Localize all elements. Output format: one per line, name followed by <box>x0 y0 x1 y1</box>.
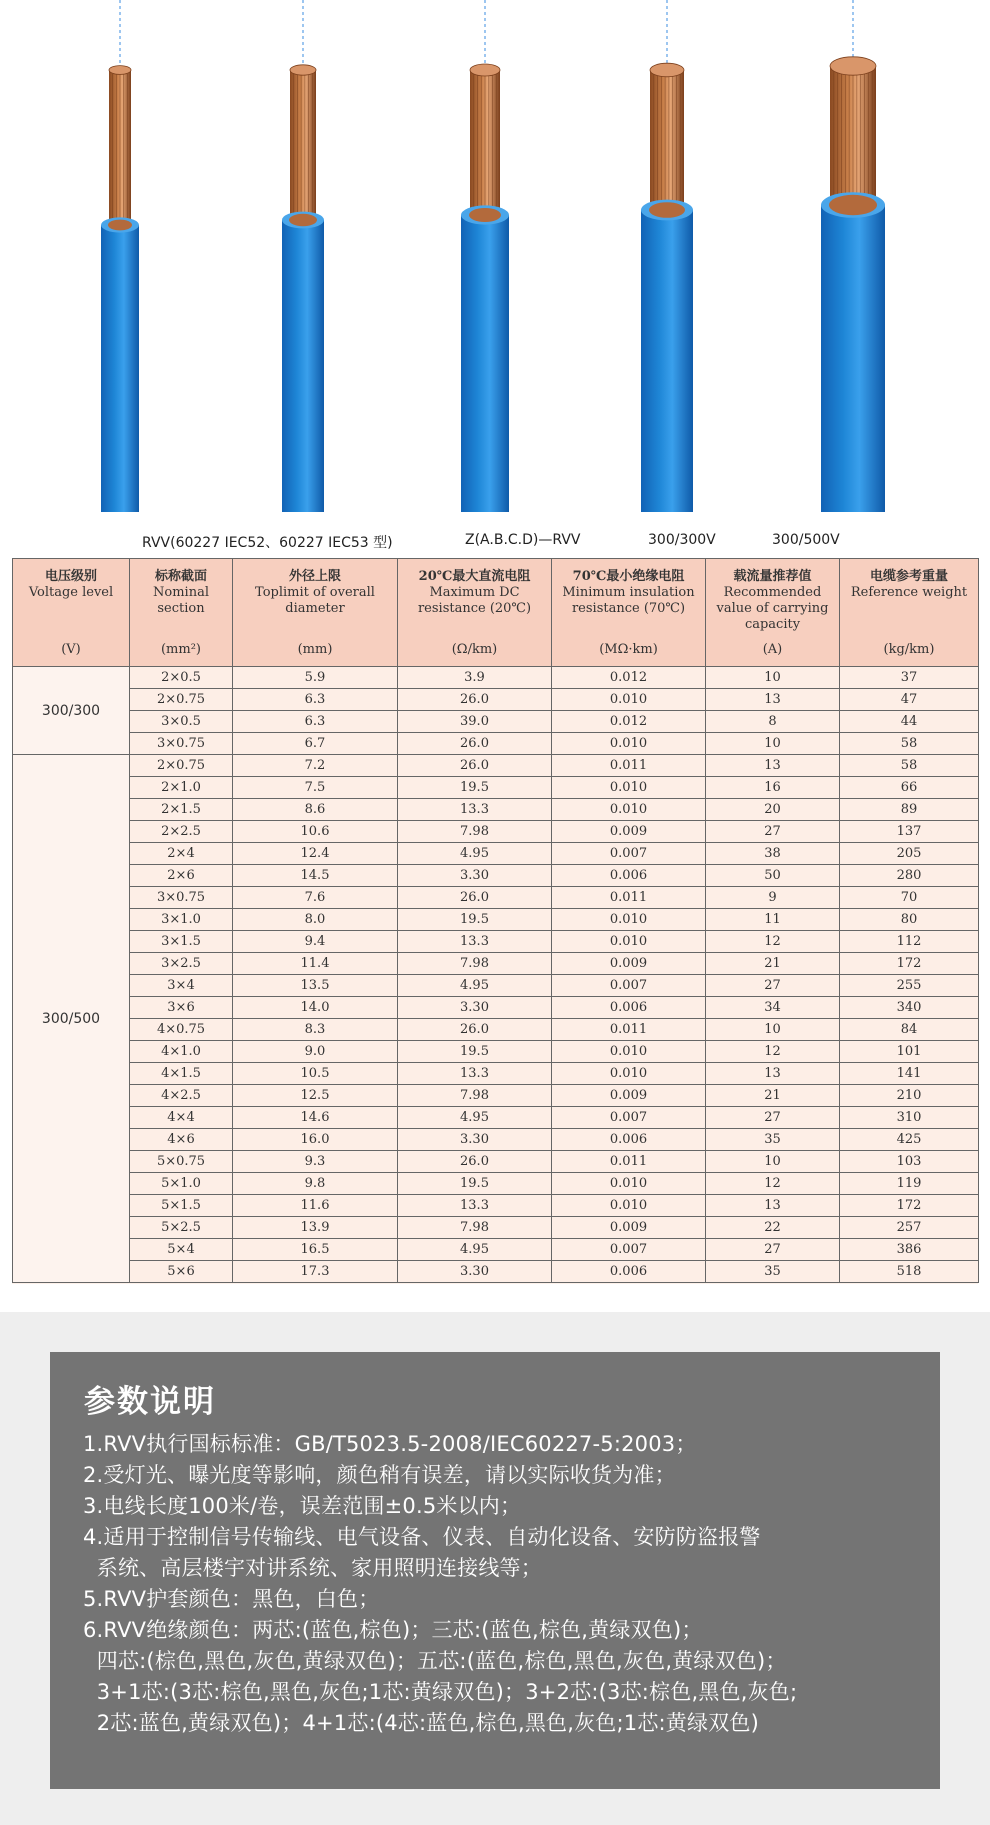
table-cell: 10 <box>706 1019 840 1041</box>
header-cn: 标称截面 <box>154 569 207 584</box>
table-cell: 8 <box>706 711 840 733</box>
core-exit <box>469 208 501 222</box>
table-cell: 2×0.75 <box>130 755 233 777</box>
table-cell: 12.4 <box>233 843 398 865</box>
table-cell: 10.5 <box>233 1063 398 1085</box>
table-cell: 17.3 <box>233 1261 398 1283</box>
table-cell: 7.2 <box>233 755 398 777</box>
table-cell: 4×1.0 <box>130 1041 233 1063</box>
table-cell: 257 <box>840 1217 979 1239</box>
core-exit <box>108 220 132 231</box>
table-cell: 4×1.5 <box>130 1063 233 1085</box>
table-cell: 84 <box>840 1019 979 1041</box>
table-cell: 0.010 <box>552 1173 706 1195</box>
table-cell: 19.5 <box>398 777 552 799</box>
table-cell: 141 <box>840 1063 979 1085</box>
table-cell: 12 <box>706 1173 840 1195</box>
copper-end <box>470 64 500 76</box>
header-en: Maximum DC resistance (20℃) <box>417 585 532 616</box>
table-row <box>13 887 979 909</box>
table-cell: 386 <box>840 1239 979 1261</box>
table-cell: 0.011 <box>552 1019 706 1041</box>
table-row <box>13 1217 979 1239</box>
table-cell: 3×0.75 <box>130 887 233 909</box>
table-cell: 7.98 <box>398 953 552 975</box>
table-row <box>13 733 979 755</box>
table-row <box>13 1041 979 1063</box>
table-cell: 2×4 <box>130 843 233 865</box>
table-cell: 0.010 <box>552 777 706 799</box>
table-cell: 3.30 <box>398 865 552 887</box>
note-line: 3.电线长度100米/卷，误差范围±0.5米以内； <box>83 1494 522 1518</box>
table-row <box>13 1019 979 1041</box>
table-row <box>13 1129 979 1151</box>
copper-end <box>650 63 684 77</box>
table-cell: 13.5 <box>233 975 398 997</box>
table-cell: 27 <box>706 1107 840 1129</box>
table-cell: 3×4 <box>130 975 233 997</box>
table-row <box>13 1151 979 1173</box>
table-cell: 2×2.5 <box>130 821 233 843</box>
table-row <box>13 909 979 931</box>
table-cell: 5×6 <box>130 1261 233 1283</box>
table-cell: 0.010 <box>552 931 706 953</box>
copper-core <box>650 70 684 216</box>
spec-line <box>0 530 990 552</box>
core-exit <box>829 195 877 215</box>
table-cell: 112 <box>840 931 979 953</box>
table-cell: 518 <box>840 1261 979 1283</box>
table-cell: 9.8 <box>233 1173 398 1195</box>
header-unit: (mm²) <box>160 642 201 657</box>
table-cell: 3×6 <box>130 997 233 1019</box>
table-cell: 22 <box>706 1217 840 1239</box>
table-cell: 7.98 <box>398 1217 552 1239</box>
cable-5 <box>821 0 885 512</box>
header-unit: (mm) <box>297 642 333 657</box>
table-cell: 4.95 <box>398 1239 552 1261</box>
table-cell: 0.009 <box>552 1085 706 1107</box>
table-cell: 340 <box>840 997 979 1019</box>
table-cell: 19.5 <box>398 1173 552 1195</box>
table-cell: 4×4 <box>130 1107 233 1129</box>
table-cell: 255 <box>840 975 979 997</box>
table-row <box>13 1239 979 1261</box>
table-cell: 10 <box>706 1151 840 1173</box>
spec-table <box>12 558 979 1283</box>
table-cell: 3×1.0 <box>130 909 233 931</box>
table-cell: 19.5 <box>398 1041 552 1063</box>
table-cell: 101 <box>840 1041 979 1063</box>
table-cell: 19.5 <box>398 909 552 931</box>
table-cell: 2×0.75 <box>130 689 233 711</box>
note-line: 5.RVV护套颜色：黑色，白色； <box>83 1587 380 1611</box>
table-cell: 3.30 <box>398 1261 552 1283</box>
table-cell: 8.6 <box>233 799 398 821</box>
table-cell: 13.3 <box>398 799 552 821</box>
table-cell: 310 <box>840 1107 979 1129</box>
table-cell: 0.006 <box>552 1261 706 1283</box>
header-cn: 20℃最大直流电阻 <box>418 569 531 584</box>
table-cell: 7.98 <box>398 1085 552 1107</box>
table-cell: 26.0 <box>398 689 552 711</box>
table-cell: 11.4 <box>233 953 398 975</box>
header-unit: (MΩ·km) <box>599 642 658 657</box>
table-cell: 0.010 <box>552 799 706 821</box>
table-cell: 3×2.5 <box>130 953 233 975</box>
cable-3 <box>461 0 509 512</box>
table-cell: 6.3 <box>233 689 398 711</box>
header-unit: (kg/km) <box>883 642 935 657</box>
header-en: Reference weight <box>850 585 968 600</box>
table-cell: 13.3 <box>398 1195 552 1217</box>
table-row <box>13 777 979 799</box>
table-cell: 6.3 <box>233 711 398 733</box>
table-cell: 0.006 <box>552 865 706 887</box>
table-cell: 10.6 <box>233 821 398 843</box>
table-cell: 7.98 <box>398 821 552 843</box>
table-cell: 172 <box>840 953 979 975</box>
table-cell: 9.3 <box>233 1151 398 1173</box>
notes-panel <box>50 1352 940 1789</box>
table-cell: 0.010 <box>552 689 706 711</box>
table-row <box>13 667 979 689</box>
table-cell: 9.0 <box>233 1041 398 1063</box>
table-cell: 7.6 <box>233 887 398 909</box>
table-row <box>13 799 979 821</box>
table-row <box>13 931 979 953</box>
note-line: 4.适用于控制信号传输线、电气设备、仪表、自动化设备、安防防盗报警 <box>83 1525 761 1549</box>
table-cell: 9.4 <box>233 931 398 953</box>
table-row <box>13 1173 979 1195</box>
table-row <box>13 997 979 1019</box>
table-cell: 0.010 <box>552 909 706 931</box>
header-cell <box>706 559 840 667</box>
table-cell: 0.007 <box>552 1239 706 1261</box>
table-cell: 137 <box>840 821 979 843</box>
table-cell: 3.9 <box>398 667 552 689</box>
table-cell: 5.9 <box>233 667 398 689</box>
table-body <box>13 667 979 1283</box>
table-cell: 4×6 <box>130 1129 233 1151</box>
core-exit <box>289 214 317 226</box>
table-cell: 3×0.75 <box>130 733 233 755</box>
table-row <box>13 843 979 865</box>
table-cell: 103 <box>840 1151 979 1173</box>
table-cell: 0.006 <box>552 1129 706 1151</box>
table-cell: 0.009 <box>552 953 706 975</box>
header-en: Minimum insulation resistance (70℃) <box>562 585 695 616</box>
table-cell: 12.5 <box>233 1085 398 1107</box>
table-row <box>13 975 979 997</box>
table-header-row <box>13 559 979 667</box>
table-cell: 8.3 <box>233 1019 398 1041</box>
table-cell: 13 <box>706 1195 840 1217</box>
table-cell: 5×0.75 <box>130 1151 233 1173</box>
note-line: 系统、高层楼宇对讲系统、家用照明连接线等； <box>83 1556 542 1580</box>
table-cell: 0.007 <box>552 975 706 997</box>
table-cell: 0.007 <box>552 1107 706 1129</box>
table-cell: 89 <box>840 799 979 821</box>
note-line: 6.RVV绝缘颜色：两芯:(蓝色,棕色)；三芯:(蓝色,棕色,黄绿双色)； <box>83 1618 703 1642</box>
cable-4 <box>641 0 693 512</box>
table-cell: 5×2.5 <box>130 1217 233 1239</box>
table-cell: 26.0 <box>398 1151 552 1173</box>
table-cell: 3×1.5 <box>130 931 233 953</box>
table-cell: 38 <box>706 843 840 865</box>
table-cell: 14.6 <box>233 1107 398 1129</box>
table-cell: 26.0 <box>398 755 552 777</box>
cable-product-image <box>0 0 990 525</box>
table-cell: 39.0 <box>398 711 552 733</box>
table-cell: 13.9 <box>233 1217 398 1239</box>
blue-jacket <box>101 225 139 512</box>
table-cell: 119 <box>840 1173 979 1195</box>
table-cell: 0.011 <box>552 1151 706 1173</box>
table-cell: 14.5 <box>233 865 398 887</box>
rating-300-500: 300/500V <box>772 532 840 548</box>
header-en: Toplimit of overall diameter <box>255 585 375 616</box>
header-cn: 电压级别 <box>44 569 97 584</box>
table-cell: 3.30 <box>398 1129 552 1151</box>
table-cell: 205 <box>840 843 979 865</box>
cable-2 <box>282 0 324 512</box>
cable-illustration <box>0 0 990 525</box>
table-cell: 35 <box>706 1129 840 1151</box>
voltage-cell: 300/300 <box>13 667 130 755</box>
table-cell: 2×0.5 <box>130 667 233 689</box>
table-cell: 4×0.75 <box>130 1019 233 1041</box>
table-cell: 13 <box>706 1063 840 1085</box>
cable-1 <box>101 0 139 512</box>
table-cell: 5×1.5 <box>130 1195 233 1217</box>
spec-table-container <box>12 558 978 1284</box>
table-row <box>13 821 979 843</box>
table-cell: 26.0 <box>398 733 552 755</box>
table-cell: 70 <box>840 887 979 909</box>
copper-end <box>290 65 316 75</box>
table-cell: 2×6 <box>130 865 233 887</box>
table-cell: 16.5 <box>233 1239 398 1261</box>
table-row <box>13 689 979 711</box>
table-row <box>13 1107 979 1129</box>
table-row <box>13 1195 979 1217</box>
header-en: Recommended value of carrying capacity <box>716 585 829 632</box>
table-cell: 210 <box>840 1085 979 1107</box>
table-cell: 47 <box>840 689 979 711</box>
header-cn: 外径上限 <box>288 569 341 584</box>
table-cell: 27 <box>706 821 840 843</box>
table-cell: 4.95 <box>398 843 552 865</box>
table-cell: 172 <box>840 1195 979 1217</box>
header-cell <box>398 559 552 667</box>
table-cell: 11.6 <box>233 1195 398 1217</box>
table-cell: 0.010 <box>552 1041 706 1063</box>
table-cell: 13.3 <box>398 1063 552 1085</box>
table-cell: 66 <box>840 777 979 799</box>
copper-end <box>109 66 131 75</box>
table-cell: 0.012 <box>552 711 706 733</box>
blue-jacket <box>821 205 885 512</box>
note-line: 3+1芯:(3芯:棕色,黑色,灰色;1芯:黄绿双色)；3+2芯:(3芯:棕色,黑色,灰色; <box>83 1680 798 1704</box>
table-cell: 0.010 <box>552 1063 706 1085</box>
table-cell: 27 <box>706 1239 840 1261</box>
table-cell: 21 <box>706 953 840 975</box>
header-cell <box>233 559 398 667</box>
note-line: 2芯:蓝色,黄绿双色)；4+1芯:(4芯:蓝色,棕色,黑色,灰色;1芯:黄绿双色) <box>83 1711 760 1735</box>
table-row <box>13 711 979 733</box>
note-line: 2.受灯光、曝光度等影响，颜色稍有误差，请以实际收货为准； <box>83 1463 676 1487</box>
table-cell: 44 <box>840 711 979 733</box>
table-cell: 37 <box>840 667 979 689</box>
table-cell: 7.5 <box>233 777 398 799</box>
blue-jacket <box>282 220 324 512</box>
header-cell <box>130 559 233 667</box>
header-en: Voltage level <box>28 585 114 600</box>
table-cell: 58 <box>840 755 979 777</box>
table-cell: 5×1.0 <box>130 1173 233 1195</box>
table-cell: 21 <box>706 1085 840 1107</box>
core-exit <box>649 202 685 218</box>
table-cell: 10 <box>706 733 840 755</box>
table-cell: 4×2.5 <box>130 1085 233 1107</box>
table-cell: 35 <box>706 1261 840 1283</box>
header-cell <box>552 559 706 667</box>
table-cell: 280 <box>840 865 979 887</box>
table-cell: 16 <box>706 777 840 799</box>
table-cell: 4.95 <box>398 975 552 997</box>
table-cell: 8.0 <box>233 909 398 931</box>
standard-text: RVV(60227 IEC52、60227 IEC53 型) <box>142 535 393 551</box>
table-cell: 16.0 <box>233 1129 398 1151</box>
voltage-cell: 300/500 <box>13 755 130 1283</box>
header-en: Nominal section <box>153 585 209 616</box>
table-cell: 0.009 <box>552 1217 706 1239</box>
table-row <box>13 953 979 975</box>
table-cell: 6.7 <box>233 733 398 755</box>
blue-jacket <box>641 210 693 512</box>
table-cell: 0.007 <box>552 843 706 865</box>
header-cell <box>13 559 130 667</box>
table-cell: 2×1.5 <box>130 799 233 821</box>
table-cell: 9 <box>706 887 840 909</box>
table-cell: 11 <box>706 909 840 931</box>
table-row <box>13 1063 979 1085</box>
table-cell: 0.010 <box>552 733 706 755</box>
table-cell: 12 <box>706 1041 840 1063</box>
table-row <box>13 865 979 887</box>
table-cell: 0.010 <box>552 1195 706 1217</box>
table-cell: 4.95 <box>398 1107 552 1129</box>
table-cell: 26.0 <box>398 887 552 909</box>
header-cn: 电缆参考重量 <box>869 569 948 584</box>
table-cell: 0.011 <box>552 887 706 909</box>
header-unit: (A) <box>762 642 783 657</box>
table-cell: 425 <box>840 1129 979 1151</box>
header-unit: (V) <box>61 642 81 657</box>
table-cell: 5×4 <box>130 1239 233 1261</box>
table-cell: 2×1.0 <box>130 777 233 799</box>
table-cell: 10 <box>706 667 840 689</box>
table-cell: 50 <box>706 865 840 887</box>
copper-end <box>830 57 876 75</box>
table-cell: 14.0 <box>233 997 398 1019</box>
note-line: 四芯:(棕色,黑色,灰色,黄绿双色)；五芯:(蓝色,棕色,黑色,灰色,黄绿双色)； <box>83 1649 787 1673</box>
table-cell: 3.30 <box>398 997 552 1019</box>
header-cell <box>840 559 979 667</box>
table-cell: 80 <box>840 909 979 931</box>
table-cell: 3×0.5 <box>130 711 233 733</box>
table-cell: 0.011 <box>552 755 706 777</box>
type-text: Z(A.B.C.D)—RVV <box>465 532 581 548</box>
table-cell: 34 <box>706 997 840 1019</box>
header-unit: (Ω/km) <box>451 642 498 657</box>
table-cell: 12 <box>706 931 840 953</box>
table-cell: 13 <box>706 689 840 711</box>
rating-300-300: 300/300V <box>648 532 716 548</box>
table-row <box>13 1085 979 1107</box>
blue-jacket <box>461 215 509 512</box>
table-cell: 13 <box>706 755 840 777</box>
table-cell: 27 <box>706 975 840 997</box>
table-cell: 58 <box>840 733 979 755</box>
table-cell: 0.006 <box>552 997 706 1019</box>
table-row <box>13 755 979 777</box>
table-cell: 13.3 <box>398 931 552 953</box>
note-line: 1.RVV执行国标标准：GB/T5023.5-2008/IEC60227-5:2003； <box>83 1432 697 1456</box>
header-cn: 载流量推荐值 <box>733 569 812 584</box>
table-cell: 26.0 <box>398 1019 552 1041</box>
header-cn: 70℃最小绝缘电阻 <box>572 569 685 584</box>
table-cell: 20 <box>706 799 840 821</box>
table-cell: 0.012 <box>552 667 706 689</box>
table-row <box>13 1261 979 1283</box>
notes-title: 参数说明 <box>84 1384 216 1420</box>
table-cell: 0.009 <box>552 821 706 843</box>
